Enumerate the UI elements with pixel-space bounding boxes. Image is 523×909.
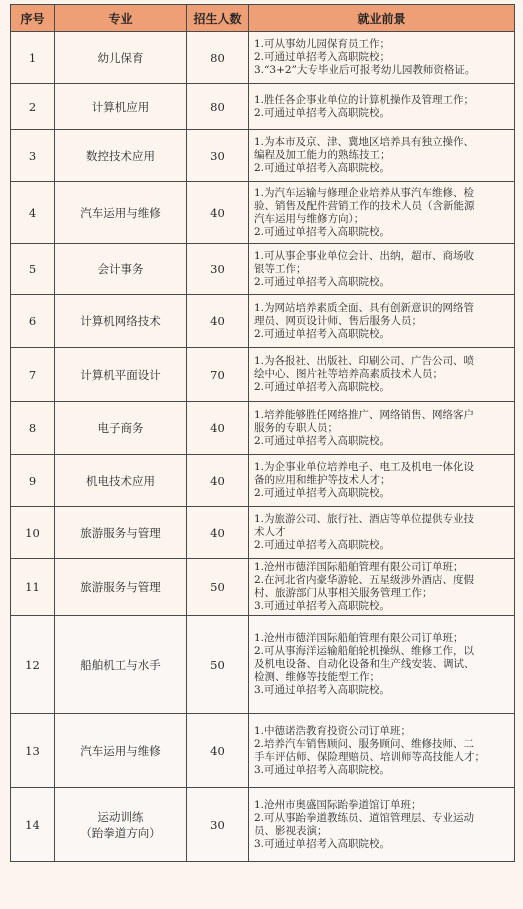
row-number: 8	[11, 402, 55, 455]
major-name: 计算机平面设计	[55, 348, 187, 402]
prospect-line: 2.可通过单招考入高职院校。	[254, 434, 391, 447]
row-number: 2	[11, 84, 55, 130]
prospect-line: 理员、网页设计师、售后服务人员；	[254, 314, 422, 327]
career-prospects	[249, 507, 515, 559]
prospect-line: 2.可从事海洋运输船舶轮机操纵、维修工作，以	[254, 645, 475, 657]
prospect-line: 2.可通过单招考入高职院校。	[254, 162, 391, 174]
major-name: 计算机应用	[55, 84, 187, 130]
enrollment-count: 40	[187, 402, 249, 455]
enrollment-count: 40	[187, 455, 249, 507]
prospect-line: 1.沧州市德洋国际船舶管理有限公司订单班；	[254, 561, 464, 573]
prospect-line: 绘中心、图片社等培养高素质技术人员；	[254, 368, 443, 380]
table-row	[11, 348, 515, 402]
major-name: 机电技术应用	[55, 455, 187, 507]
table-row	[11, 84, 515, 130]
enrollment-count: 40	[187, 182, 249, 244]
row-number: 3	[11, 130, 55, 182]
prospect-line: 编程及加工能力的熟练技工；	[254, 149, 391, 161]
prospect-line: 3.可通过单招考入高职院校。	[254, 600, 391, 612]
major-name: 汽车运用与维修	[55, 182, 187, 244]
major-name: 数控技术应用	[55, 130, 187, 182]
enrollment-table-container	[10, 4, 514, 862]
prospect-line: 2.可通过单招考入高职院校；	[254, 51, 391, 63]
prospect-line: 及机电设备、自动化设备和生产线安装、调试、	[254, 658, 475, 670]
prospect-line: 1.为汽车运输与修理企业培养从事汽车维修、检	[254, 186, 475, 199]
header-count: 招生人数	[187, 5, 249, 32]
table-row	[11, 559, 515, 616]
row-number: 13	[11, 714, 55, 788]
table-row	[11, 295, 515, 348]
career-prospects	[249, 295, 515, 348]
major-name: 幼儿保育	[55, 32, 187, 84]
prospect-line: 2.可从事跆拳道教练员、道馆管理层、专业运动	[254, 811, 475, 824]
prospect-line: 2.培养汽车销售顾问、服务顾问、维修技师、二	[254, 737, 475, 750]
row-number: 5	[11, 244, 55, 295]
career-prospects	[249, 244, 515, 295]
career-prospects	[249, 455, 515, 507]
enrollment-count: 30	[187, 130, 249, 182]
prospect-line: 1.为旅游公司、旅行社、酒店等单位提供专业技	[254, 513, 475, 525]
career-prospects	[249, 182, 515, 244]
enrollment-count: 40	[187, 295, 249, 348]
row-number: 14	[11, 788, 55, 862]
header-major: 专业	[55, 5, 187, 32]
table-row	[11, 32, 515, 84]
table-row	[11, 244, 515, 295]
major-name: 电子商务	[55, 402, 187, 455]
table-row	[11, 182, 515, 244]
prospect-line: 1.可从事企事业单位会计、出纳，超市、商场收	[254, 249, 475, 262]
career-prospects	[249, 32, 515, 84]
enrollment-count: 50	[187, 616, 249, 714]
prospect-line: 3.可通过单招考入高职院校。	[254, 837, 391, 850]
prospect-line: 2.可通过单招考入高职院校。	[254, 487, 391, 499]
major-name: 旅游服务与管理	[55, 559, 187, 616]
enrollment-count: 50	[187, 559, 249, 616]
prospect-line: 2.可通过单招考入高职院校。	[254, 539, 391, 551]
prospect-line: 1.沧州市德洋国际船舶管理有限公司订单班；	[254, 632, 464, 644]
prospect-line: 2.在河北省内豪华游轮、五星级涉外酒店、度假	[254, 574, 475, 586]
career-prospects	[249, 788, 515, 862]
prospect-line: 检测、维修等技能型工作；	[254, 671, 380, 683]
major-name-line: （跆拳道方向）	[80, 825, 161, 840]
prospect-line: 2.可通过单招考入高职院校。	[254, 327, 391, 340]
prospect-line: 1.胜任各企事业单位的计算机操作及管理工作；	[254, 93, 475, 106]
career-prospects	[249, 559, 515, 616]
enrollment-count: 80	[187, 84, 249, 130]
row-number: 4	[11, 182, 55, 244]
enrollment-count: 40	[187, 714, 249, 788]
enrollment-table	[10, 4, 515, 862]
prospect-line: 备的应用和维护等技术人才；	[254, 474, 391, 486]
prospect-line: 1.为各报社、出版社、印刷公司、广告公司、喷	[254, 355, 475, 367]
enrollment-count: 70	[187, 348, 249, 402]
career-prospects	[249, 130, 515, 182]
enrollment-count: 80	[187, 32, 249, 84]
career-prospects	[249, 616, 515, 714]
prospect-line: 2.可通过单招考入高职院校。	[254, 106, 391, 119]
table-row	[11, 714, 515, 788]
career-prospects	[249, 402, 515, 455]
major-name: 旅游服务与管理	[55, 507, 187, 559]
enrollment-count: 40	[187, 507, 249, 559]
major-name: 计算机网络技术	[55, 295, 187, 348]
prospect-line: 1.培养能够胜任网络推广、网络销售、网络客户	[254, 408, 475, 421]
prospect-line: 2.可通过单招考入高职院校。	[254, 275, 391, 288]
prospect-line: 员、影视表演；	[254, 824, 328, 837]
prospect-line: 1.为企事业单位培养电子、电工及机电一体化设	[254, 461, 475, 473]
row-number: 10	[11, 507, 55, 559]
table-row	[11, 616, 515, 714]
prospect-line: 手车评估师、保险理赔员、培训师等高技能人才；	[254, 750, 485, 763]
prospect-line: 3.“3+2”大专毕业后可报考幼儿园教师资格证。	[254, 64, 476, 76]
row-number: 1	[11, 32, 55, 84]
table-row	[11, 130, 515, 182]
table-row	[11, 402, 515, 455]
row-number: 6	[11, 295, 55, 348]
prospect-line: 2.可通过单招考入高职院校。	[254, 225, 391, 238]
enrollment-count: 30	[187, 788, 249, 862]
prospect-line: 术人才	[254, 526, 286, 538]
table-row	[11, 788, 515, 862]
row-number: 11	[11, 559, 55, 616]
prospect-line: 3.可通过单招考入高职院校。	[254, 763, 391, 776]
table-row	[11, 455, 515, 507]
prospect-line: 1.可从事幼儿园保育员工作；	[254, 38, 391, 50]
row-number: 9	[11, 455, 55, 507]
table-row	[11, 507, 515, 559]
career-prospects	[249, 84, 515, 130]
prospect-line: 汽车运用与维修方向）；	[254, 212, 365, 225]
major-name: 汽车运用与维修	[55, 714, 187, 788]
table-body	[11, 32, 515, 862]
prospect-line: 1.沧州市奥盛国际跆拳道馆订单班；	[254, 798, 422, 811]
header-prospects: 就业前景	[249, 5, 515, 32]
row-number: 12	[11, 616, 55, 714]
prospect-line: 验、销售及配件营销工作的技术人员（含新能源	[254, 199, 475, 212]
major-name	[55, 788, 187, 862]
prospect-line: 1.为网站培养素质全面、具有创新意识的网络管	[254, 301, 475, 314]
major-name-line: 运动训练	[97, 809, 144, 824]
career-prospects	[249, 348, 515, 402]
prospect-line: 银等工作；	[254, 262, 307, 275]
career-prospects	[249, 714, 515, 788]
row-number: 7	[11, 348, 55, 402]
prospect-line: 1.为本市及京、津、冀地区培养具有独立操作、	[254, 136, 475, 148]
prospect-line: 3.可通过单招考入高职院校。	[254, 684, 391, 696]
major-name: 会计事务	[55, 244, 187, 295]
header-row	[11, 5, 515, 32]
prospect-line: 1.中德诺浩教育投资公司订单班；	[254, 724, 412, 737]
prospect-line: 服务的专职人员；	[254, 421, 338, 434]
header-number: 序号	[11, 5, 55, 32]
major-name: 船舶机工与水手	[55, 616, 187, 714]
prospect-line: 2.可通过单招考入高职院校。	[254, 381, 391, 393]
prospect-line: 村、旅游部门从事相关服务管理工作；	[254, 587, 433, 599]
enrollment-count: 30	[187, 244, 249, 295]
